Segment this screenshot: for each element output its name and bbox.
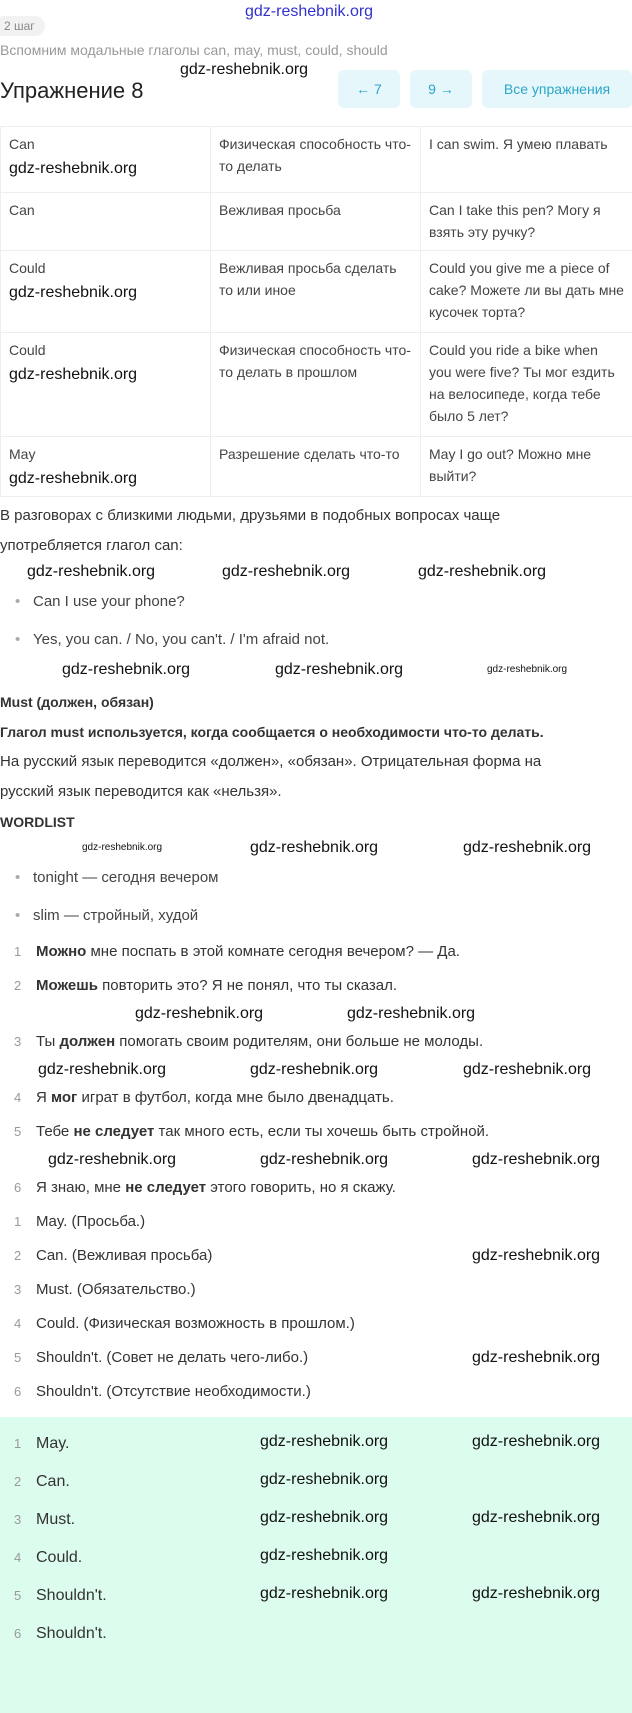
sentence-text: Я [36, 1089, 51, 1106]
watermark-row [0, 837, 632, 859]
watermark: gdz-reshebnik.org [347, 1004, 475, 1024]
watermark: gdz-reshebnik.org [418, 562, 546, 582]
answer-text: Could. [36, 1549, 82, 1566]
watermark: gdz-reshebnik.org [260, 1150, 388, 1170]
sentence-text: повторить это? Я не понял, что ты сказал. [98, 977, 397, 994]
table-cell: I can swim. Я умею плавать [421, 127, 632, 193]
explanation-text: Shouldn't. (Совет не делать чего-либо.) [36, 1349, 308, 1366]
table-row [1, 127, 632, 193]
answer-item [0, 1425, 632, 1463]
watermark: gdz-reshebnik.org [62, 660, 190, 680]
sentence-item [0, 1115, 632, 1149]
table-cell: Could you ride a bike when you were five? Ты мог ездить на велосипеде, когда тебе было 5 лет? [421, 333, 632, 437]
watermark: gdz-reshebnik.org [260, 1508, 388, 1528]
section-heading: Must (должен, обязан) [0, 687, 632, 717]
top-area [0, 0, 632, 126]
table-row [1, 251, 632, 333]
bullet-icon: • [15, 859, 20, 897]
sentence-text: мне поспать в этой комнате сегодня вечером? — Да. [86, 943, 460, 960]
watermark: gdz-reshebnik.org [472, 1348, 600, 1368]
table-cell: Вежливая просьба [211, 193, 421, 251]
explanation-item [0, 1239, 632, 1273]
explanation-text: Could. (Физическая возможность в прошлом.) [36, 1315, 355, 1332]
must-rule: Глагол must используется, когда сообщается о необходимости что-то делать. [0, 717, 632, 747]
watermark: gdz-reshebnik.org [135, 1004, 263, 1024]
table-row [1, 333, 632, 437]
sentences-list [0, 935, 632, 1205]
list-item-text: Yes, you can. / No, you can't. / I'm afraid not. [33, 631, 329, 648]
watermark: gdz-reshebnik.org [48, 1150, 176, 1170]
item-number: 5 [14, 1122, 36, 1142]
watermark: gdz-reshebnik.org [260, 1470, 388, 1490]
bullet-icon: • [15, 897, 20, 935]
item-number: 3 [14, 1032, 36, 1052]
sentence-item [0, 935, 632, 969]
list-item-text: tonight — сегодня вечером [33, 869, 219, 886]
table-cell: Физическая способность что-то делать в прошлом [211, 333, 421, 437]
answer-text: Shouldn't. [36, 1587, 107, 1604]
explanation-text: Must. (Обязательство.) [36, 1281, 196, 1298]
list-item [0, 859, 632, 897]
answer-item [0, 1577, 632, 1615]
list-item [0, 583, 632, 621]
sentence-item [0, 1025, 632, 1059]
watermark: gdz-reshebnik.org [250, 838, 378, 858]
sentence-text: помогать своим родителям, они больше не молоды. [115, 1033, 483, 1050]
item-number: 4 [14, 1314, 36, 1334]
watermark: gdz-reshebnik.org [180, 60, 308, 80]
watermark: gdz-reshebnik.org [82, 838, 162, 858]
bullet-icon: • [15, 621, 20, 659]
explanation-text: Can. (Вежливая просьба) [36, 1247, 212, 1264]
item-number: 1 [14, 1434, 36, 1454]
answer-text: Can. [36, 1473, 70, 1490]
table-cell: May I go out? Можно мне выйти? [421, 437, 632, 497]
table-cell [1, 251, 211, 333]
answer-text: Must. [36, 1511, 75, 1528]
sentence-text: Тебе [36, 1123, 73, 1140]
modal-verb: мог [51, 1089, 77, 1106]
watermark-row [0, 561, 632, 583]
item-number: 1 [14, 1212, 36, 1232]
explanation-text: Shouldn't. (Отсутствие необходимости.) [36, 1383, 311, 1400]
watermark: gdz-reshebnik.org [260, 1584, 388, 1604]
table-cell: Физическая способность что-то делать [211, 127, 421, 193]
list-item-text: Can I use your phone? [33, 593, 185, 610]
modal-verb: Можешь [36, 977, 98, 994]
modal-verb: Можно [36, 943, 86, 960]
watermark: gdz-reshebnik.org [275, 660, 403, 680]
paragraph-line: употребляется глагол can: [0, 531, 632, 561]
table-cell: Can [1, 193, 211, 251]
answer-item [0, 1463, 632, 1501]
table-cell [1, 127, 211, 193]
sentence-item [0, 1081, 632, 1115]
paragraph-line: На русский язык переводится «должен», «обязан». Отрицательная форма на [0, 747, 632, 777]
explanation-item [0, 1205, 632, 1239]
table-row [1, 437, 632, 497]
item-number: 4 [14, 1548, 36, 1568]
verb-text: May [9, 446, 35, 462]
sentence-item [0, 969, 632, 1003]
watermark: gdz-reshebnik.org [472, 1150, 600, 1170]
watermark: gdz-reshebnik.org [9, 365, 202, 385]
item-number: 4 [14, 1088, 36, 1108]
table-cell [1, 437, 211, 497]
wordlist-heading: WORDLIST [0, 807, 632, 837]
table-row [1, 193, 632, 251]
watermark: gdz-reshebnik.org [250, 1060, 378, 1080]
watermark: gdz-reshebnik.org [260, 1546, 388, 1566]
item-number: 3 [14, 1280, 36, 1300]
item-number: 2 [14, 976, 36, 996]
explanations-list [0, 1205, 632, 1409]
watermark: gdz-reshebnik.org [472, 1432, 600, 1452]
sentence-text: играт в футбол, когда мне было двенадцать. [77, 1089, 394, 1106]
answer-text: Shouldn't. [36, 1625, 107, 1642]
watermark: gdz-reshebnik.org [260, 1432, 388, 1452]
watermark: gdz-reshebnik.org [9, 159, 202, 179]
sentence-text: так много есть, если ты хочешь быть стройной. [154, 1123, 489, 1140]
table-cell [1, 333, 211, 437]
item-number: 6 [14, 1382, 36, 1402]
list-item-text: slim — стройный, худой [33, 907, 198, 924]
next-exercise-button[interactable]: 9 → [410, 70, 472, 108]
answer-text: May. [36, 1435, 69, 1452]
watermark: gdz-reshebnik.org [463, 838, 591, 858]
explanation-item [0, 1375, 632, 1409]
watermark: gdz-reshebnik.org [463, 1060, 591, 1080]
step-badge: 2 шаг [0, 16, 45, 36]
watermark: gdz-reshebnik.org [245, 2, 373, 22]
item-number: 6 [14, 1624, 36, 1644]
watermark: gdz-reshebnik.org [27, 562, 155, 582]
item-number: 5 [14, 1348, 36, 1368]
all-exercises-button[interactable]: Все упражнения [482, 70, 632, 108]
sentence-text: этого говорить, но я скажу. [206, 1179, 396, 1196]
watermark: gdz-reshebnik.org [487, 660, 567, 680]
watermark: gdz-reshebnik.org [472, 1584, 600, 1604]
explanation-item [0, 1273, 632, 1307]
bullet-icon: • [15, 583, 20, 621]
item-number: 5 [14, 1586, 36, 1606]
sentence-item [0, 1171, 632, 1205]
item-number: 1 [14, 942, 36, 962]
watermark-row [0, 1003, 632, 1025]
item-number: 2 [14, 1246, 36, 1266]
modal-verb: не следует [73, 1123, 154, 1140]
watermark-row [0, 1059, 632, 1081]
table-cell: Разрешение сделать что-то [211, 437, 421, 497]
modal-verb: должен [59, 1033, 115, 1050]
watermark: gdz-reshebnik.org [9, 469, 202, 489]
item-number: 3 [14, 1510, 36, 1530]
explanation-text: May. (Просьба.) [36, 1213, 145, 1230]
paragraph-line: русский язык переводится как «нельзя». [0, 777, 632, 807]
verb-text: Can [9, 136, 35, 152]
watermark-row [0, 659, 632, 681]
sentence-text: Ты [36, 1033, 59, 1050]
list-item [0, 897, 632, 935]
modal-verbs-table [0, 126, 632, 497]
modal-verb: не следует [125, 1179, 206, 1196]
page-title: Упражнение 8 [0, 78, 144, 104]
item-number: 6 [14, 1178, 36, 1198]
verb-text: Could [9, 260, 46, 276]
answer-item [0, 1615, 632, 1653]
answer-item [0, 1539, 632, 1577]
prev-exercise-button[interactable]: ← 7 [338, 70, 400, 108]
answers-panel [0, 1417, 632, 1713]
watermark: gdz-reshebnik.org [38, 1060, 166, 1080]
paragraph-line: В разговорах с близкими людьми, друзьями в подобных вопросах чаще [0, 501, 632, 531]
sentence-text: Я знаю, мне [36, 1179, 125, 1196]
table-cell: Can I take this pen? Могу я взять эту ручку? [421, 193, 632, 251]
watermark-row [0, 1149, 632, 1171]
explanation-item [0, 1307, 632, 1341]
table-cell: Вежливая просьба сделать то или иное [211, 251, 421, 333]
watermark: gdz-reshebnik.org [472, 1246, 600, 1266]
list-item [0, 621, 632, 659]
intro-text: Вспомним модальные глаголы can, may, must, could, should [0, 42, 388, 58]
table-cell: Could you give me a piece of cake? Можете ли вы дать мне кусочек торта? [421, 251, 632, 333]
item-number: 2 [14, 1472, 36, 1492]
explanation-item [0, 1341, 632, 1375]
watermark: gdz-reshebnik.org [222, 562, 350, 582]
verb-text: Could [9, 342, 46, 358]
watermark: gdz-reshebnik.org [472, 1508, 600, 1528]
answer-item [0, 1501, 632, 1539]
watermark: gdz-reshebnik.org [9, 283, 202, 303]
